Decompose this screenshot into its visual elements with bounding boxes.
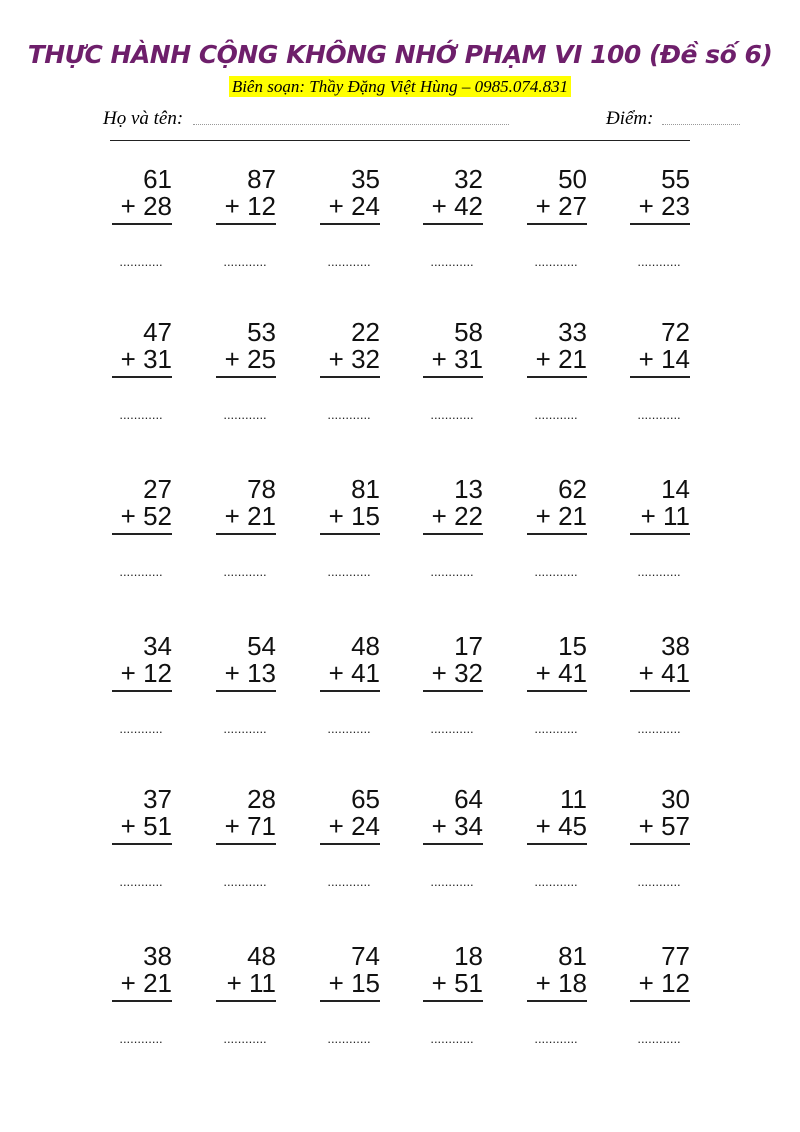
addend-top: 17: [454, 631, 483, 661]
answer-blank[interactable]: ............: [119, 407, 163, 422]
addition-problem: [630, 474, 690, 579]
sum-line: [527, 843, 587, 845]
answer-blank[interactable]: ............: [327, 407, 371, 422]
addend-top: 35: [351, 164, 380, 194]
sum-line: [630, 376, 690, 378]
addend-top: 74: [351, 941, 380, 971]
addend-top: 55: [661, 164, 690, 194]
answer-blank[interactable]: ............: [637, 407, 681, 422]
addend-bottom: + 22: [431, 501, 483, 531]
sum-line: [527, 376, 587, 378]
addend-top: 81: [351, 474, 380, 504]
addition-problem: [423, 474, 483, 579]
answer-blank[interactable]: ............: [119, 721, 163, 736]
sum-line: [112, 1000, 172, 1002]
addition-problem: [630, 941, 690, 1046]
addend-top: 37: [143, 784, 172, 814]
addend-bottom: + 24: [328, 811, 380, 841]
addend-top: 15: [558, 631, 587, 661]
addition-problem: [216, 164, 276, 269]
addition-problem: [423, 631, 483, 736]
answer-blank[interactable]: ............: [119, 254, 163, 269]
addend-bottom: + 21: [224, 501, 276, 531]
addend-top: 62: [558, 474, 587, 504]
addend-bottom: + 32: [328, 344, 380, 374]
sum-line: [216, 533, 276, 535]
addend-top: 58: [454, 317, 483, 347]
sum-line: [630, 843, 690, 845]
answer-blank[interactable]: ............: [327, 874, 371, 889]
sum-line: [423, 843, 483, 845]
answer-blank[interactable]: ............: [534, 874, 578, 889]
sum-line: [423, 1000, 483, 1002]
sum-line: [423, 690, 483, 692]
addition-problem: [527, 784, 587, 889]
addition-problem: [527, 164, 587, 269]
sum-line: [423, 533, 483, 535]
addend-bottom: + 41: [328, 658, 380, 688]
addition-problem: [630, 631, 690, 736]
answer-blank[interactable]: ............: [637, 1031, 681, 1046]
addend-top: 38: [143, 941, 172, 971]
answer-blank[interactable]: ............: [534, 1031, 578, 1046]
author-text: Biên soạn: Thầy Đặng Việt Hùng – 0985.074.831: [229, 76, 571, 97]
answer-blank[interactable]: ............: [223, 254, 267, 269]
answer-blank[interactable]: ............: [637, 721, 681, 736]
answer-blank[interactable]: ............: [430, 874, 474, 889]
addend-top: 33: [558, 317, 587, 347]
answer-blank[interactable]: ............: [430, 1031, 474, 1046]
sum-line: [630, 690, 690, 692]
addend-top: 14: [661, 474, 690, 504]
addition-problem: [630, 784, 690, 889]
addition-problem: [216, 941, 276, 1046]
answer-blank[interactable]: ............: [637, 254, 681, 269]
addition-problem: [320, 941, 380, 1046]
addend-top: 65: [351, 784, 380, 814]
addend-top: 61: [143, 164, 172, 194]
addend-bottom: + 21: [120, 968, 172, 998]
answer-blank[interactable]: ............: [327, 1031, 371, 1046]
answer-blank[interactable]: ............: [430, 407, 474, 422]
addend-top: 53: [247, 317, 276, 347]
addend-top: 18: [454, 941, 483, 971]
addend-bottom: + 42: [431, 191, 483, 221]
sum-line: [527, 1000, 587, 1002]
addition-problem: [216, 631, 276, 736]
score-field[interactable]: [662, 124, 740, 125]
addend-bottom: + 13: [224, 658, 276, 688]
addend-top: 28: [247, 784, 276, 814]
addition-problem: [320, 631, 380, 736]
addend-top: 77: [661, 941, 690, 971]
addend-top: 48: [351, 631, 380, 661]
name-field[interactable]: [193, 124, 509, 125]
addend-top: 47: [143, 317, 172, 347]
addition-problem: [112, 317, 172, 422]
addition-problem: [216, 317, 276, 422]
sum-line: [112, 223, 172, 225]
answer-blank[interactable]: ............: [430, 721, 474, 736]
sum-line: [527, 533, 587, 535]
addend-top: 72: [661, 317, 690, 347]
answer-blank[interactable]: ............: [119, 1031, 163, 1046]
addend-top: 64: [454, 784, 483, 814]
answer-blank[interactable]: ............: [534, 721, 578, 736]
addend-bottom: + 24: [328, 191, 380, 221]
addition-problem: [527, 941, 587, 1046]
addition-problem: [527, 474, 587, 579]
addend-top: 50: [558, 164, 587, 194]
addition-problem: [320, 164, 380, 269]
header-divider: [110, 140, 690, 141]
addend-bottom: + 31: [120, 344, 172, 374]
addend-bottom: + 25: [224, 344, 276, 374]
answer-blank[interactable]: ............: [223, 874, 267, 889]
addend-bottom: + 41: [535, 658, 587, 688]
addend-bottom: + 41: [638, 658, 690, 688]
addend-top: 54: [247, 631, 276, 661]
answer-blank[interactable]: ............: [327, 564, 371, 579]
sum-line: [423, 376, 483, 378]
addend-bottom: + 15: [328, 501, 380, 531]
sum-line: [630, 533, 690, 535]
sum-line: [527, 690, 587, 692]
answer-blank[interactable]: ............: [637, 564, 681, 579]
answer-blank[interactable]: ............: [223, 1031, 267, 1046]
addend-top: 30: [661, 784, 690, 814]
answer-blank[interactable]: ............: [223, 407, 267, 422]
sum-line: [320, 376, 380, 378]
answer-blank[interactable]: ............: [223, 564, 267, 579]
sum-line: [527, 223, 587, 225]
answer-blank[interactable]: ............: [534, 564, 578, 579]
sum-line: [216, 376, 276, 378]
addition-problem: [320, 317, 380, 422]
sum-line: [630, 1000, 690, 1002]
answer-blank[interactable]: ............: [327, 254, 371, 269]
sum-line: [320, 223, 380, 225]
addend-bottom: + 34: [431, 811, 483, 841]
sum-line: [630, 223, 690, 225]
addend-bottom: + 11: [226, 968, 276, 998]
addend-bottom: + 21: [535, 501, 587, 531]
addition-problem: [112, 164, 172, 269]
addition-problem: [320, 474, 380, 579]
addend-bottom: + 12: [224, 191, 276, 221]
addend-top: 34: [143, 631, 172, 661]
addition-problem: [423, 164, 483, 269]
addition-problem: [112, 474, 172, 579]
addend-bottom: + 18: [535, 968, 587, 998]
addition-problem: [112, 941, 172, 1046]
addend-bottom: + 12: [120, 658, 172, 688]
addend-top: 27: [143, 474, 172, 504]
answer-blank[interactable]: ............: [223, 721, 267, 736]
addend-bottom: + 52: [120, 501, 172, 531]
answer-blank[interactable]: ............: [534, 407, 578, 422]
addend-top: 32: [454, 164, 483, 194]
addend-bottom: + 27: [535, 191, 587, 221]
sum-line: [320, 843, 380, 845]
sum-line: [216, 690, 276, 692]
worksheet-title: THỰC HÀNH CỘNG KHÔNG NHỚ PHẠM VI 100 (Đề số 6): [27, 40, 773, 69]
answer-blank[interactable]: ............: [119, 874, 163, 889]
addend-bottom: + 51: [120, 811, 172, 841]
addend-bottom: + 32: [431, 658, 483, 688]
sum-line: [112, 843, 172, 845]
addition-problem: [112, 784, 172, 889]
sum-line: [423, 223, 483, 225]
addition-problem: [112, 631, 172, 736]
addend-top: 48: [247, 941, 276, 971]
addend-bottom: + 11: [640, 501, 690, 531]
addend-top: 22: [351, 317, 380, 347]
sum-line: [320, 690, 380, 692]
addend-top: 38: [661, 631, 690, 661]
answer-blank[interactable]: ............: [430, 254, 474, 269]
addend-top: 81: [558, 941, 587, 971]
addition-problem: [527, 317, 587, 422]
sum-line: [112, 533, 172, 535]
sum-line: [320, 533, 380, 535]
addend-top: 11: [560, 784, 587, 814]
sum-line: [216, 1000, 276, 1002]
addition-problem: [527, 631, 587, 736]
answer-blank[interactable]: ............: [430, 564, 474, 579]
addend-bottom: + 14: [638, 344, 690, 374]
answer-blank[interactable]: ............: [327, 721, 371, 736]
addend-bottom: + 28: [120, 191, 172, 221]
addition-problem: [630, 164, 690, 269]
name-label: Họ và tên:: [103, 108, 184, 129]
addend-bottom: + 15: [328, 968, 380, 998]
addition-problem: [216, 784, 276, 889]
sum-line: [216, 843, 276, 845]
addend-top: 78: [247, 474, 276, 504]
addend-bottom: + 21: [535, 344, 587, 374]
addition-problem: [423, 784, 483, 889]
score-label: Điểm:: [606, 108, 654, 129]
addition-problem: [630, 317, 690, 422]
addend-bottom: + 31: [431, 344, 483, 374]
addition-problem: [320, 784, 380, 889]
sum-line: [320, 1000, 380, 1002]
addition-problem: [423, 941, 483, 1046]
addition-problem: [423, 317, 483, 422]
sum-line: [112, 376, 172, 378]
sum-line: [112, 690, 172, 692]
addend-bottom: + 45: [535, 811, 587, 841]
addend-bottom: + 71: [224, 811, 276, 841]
answer-blank[interactable]: ............: [534, 254, 578, 269]
addend-bottom: + 51: [431, 968, 483, 998]
answer-blank[interactable]: ............: [119, 564, 163, 579]
addend-bottom: + 12: [638, 968, 690, 998]
answer-blank[interactable]: ............: [637, 874, 681, 889]
addend-bottom: + 57: [638, 811, 690, 841]
addend-top: 87: [247, 164, 276, 194]
sum-line: [216, 223, 276, 225]
author-line: [0, 77, 800, 97]
addend-bottom: + 23: [638, 191, 690, 221]
addend-top: 13: [454, 474, 483, 504]
addition-problem: [216, 474, 276, 579]
